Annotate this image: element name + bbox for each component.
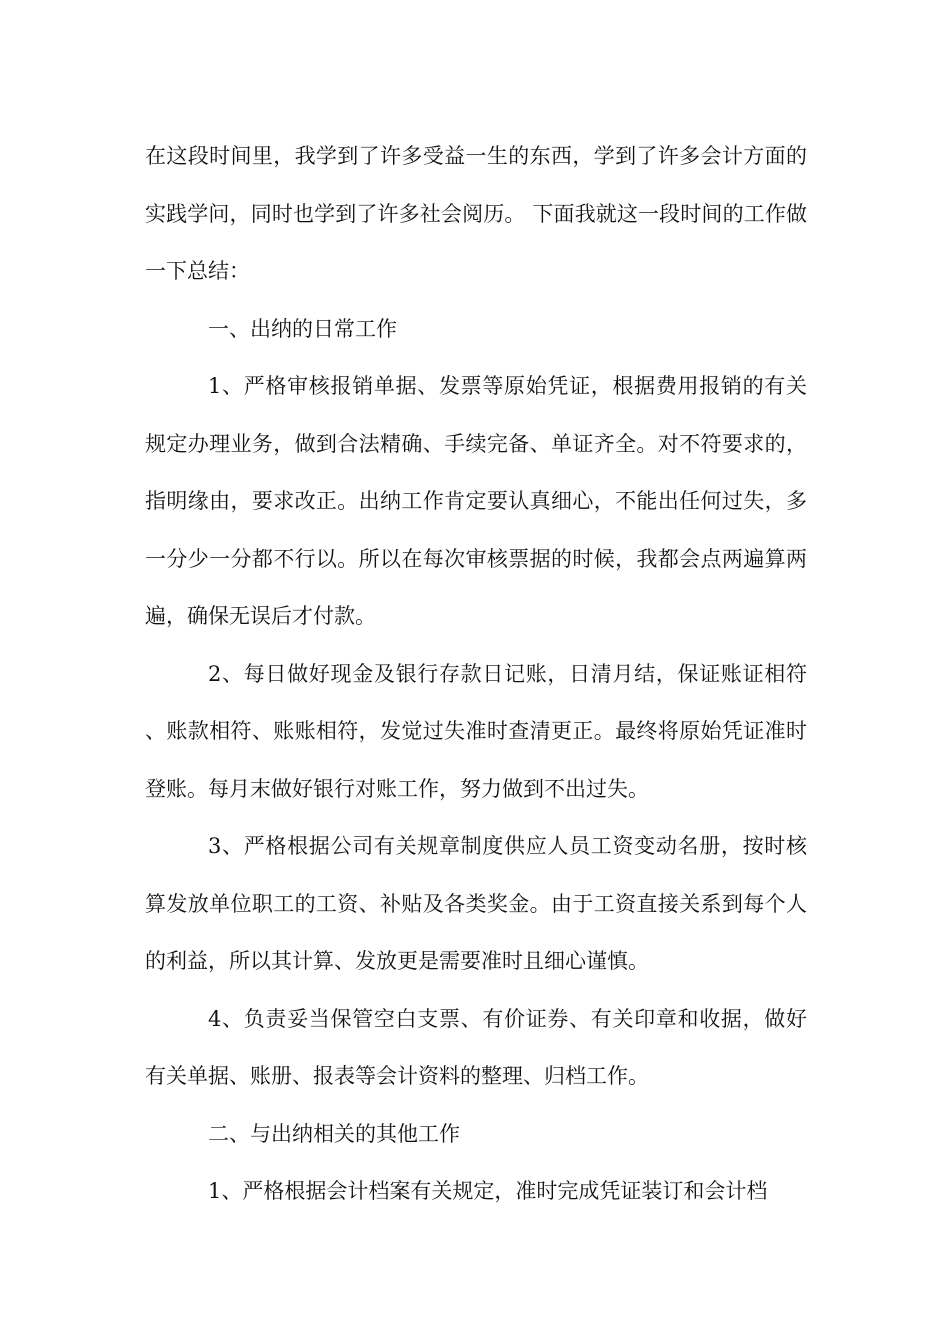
document-body — [145, 128, 807, 1221]
paragraph-intro: 在这段时间里，我学到了许多受益一生的东西，学到了许多会计方面的实践学问，同时也学到了许多社会阅历。 下面我就这一段时间的工作做一下总结： — [145, 144, 807, 283]
paragraph-other-item-1: 1、严格根据会计档案有关规定，准时完成凭证装订和会计档 — [208, 1179, 768, 1203]
section-heading-other-work: 二、与出纳相关的其他工作 — [208, 1121, 460, 1146]
paragraph-item-4: 4、负责妥当保管空白支票、有价证券、有关印章和收据，做好有关单据、账册、报表等会计资料的整理、归档工作。 — [145, 1006, 807, 1088]
paragraph-item-1: 1、严格审核报销单据、发票等原始凭证，根据费用报销的有关规定办理业务，做到合法精确、手续完备、单证齐全。对不符要求的，指明缘由，要求改正。出纳工作肯定要认真细心，不能出任何过失，多一分少一分都不行以。所以在每次审核票据的时候，我都会点两遍算两遍，确保无误后才付款。 — [145, 374, 807, 628]
paragraph-item-3: 3、严格根据公司有关规章制度供应人员工资变动名册，按时核算发放单位职工的工资、补贴及各类奖金。由于工资直接关系到每个人的利益，所以其计算、发放更是需要准时且细心谨慎。 — [145, 834, 807, 973]
paragraph-item-2: 2、每日做好现金及银行存款日记账，日清月结，保证账证相符、账款相符、账账相符，发觉过失准时查清更正。最终将原始凭证准时登账。每月末做好银行对账工作，努力做到不出过失。 — [145, 661, 807, 801]
section-heading-daily-work: 一、出纳的日常工作 — [208, 316, 397, 341]
